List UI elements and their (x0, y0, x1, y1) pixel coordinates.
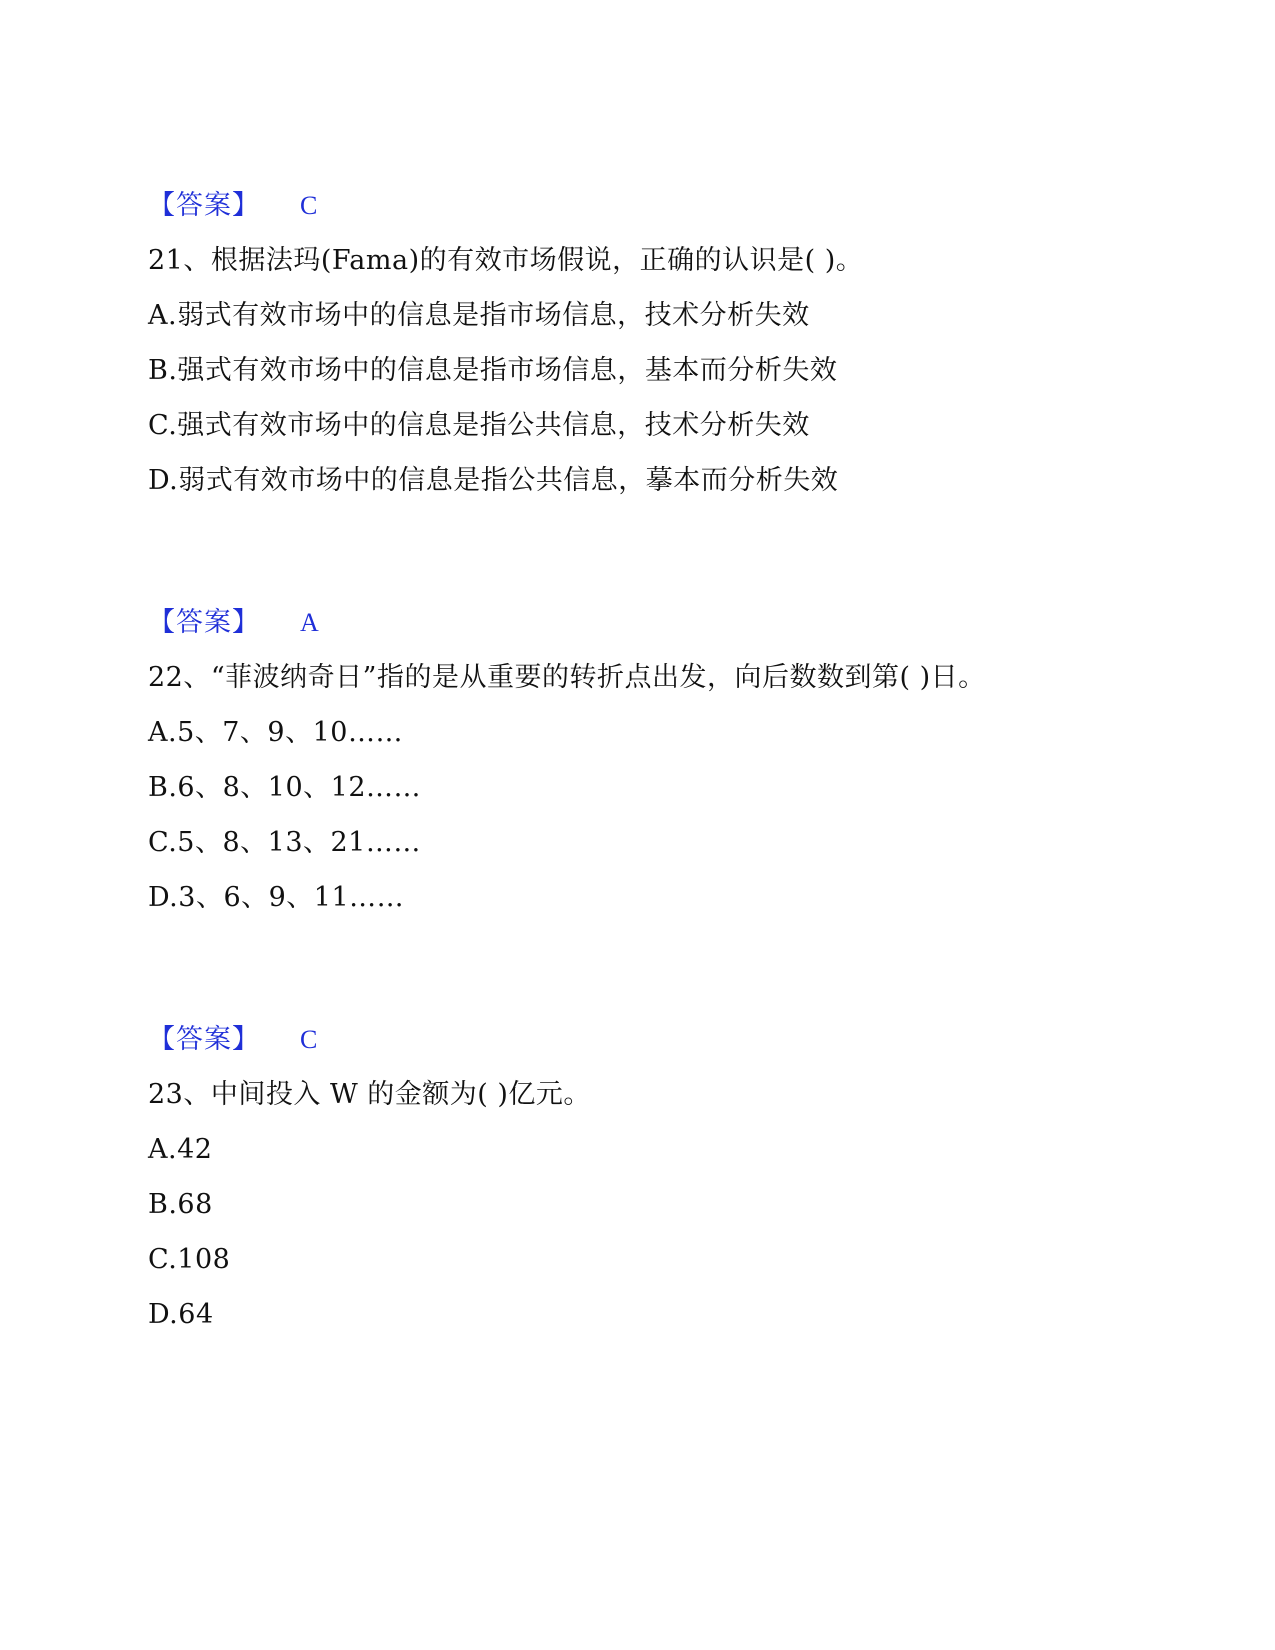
answer-line (148, 1012, 1148, 1067)
option-d: D.3、6、9、11…… (148, 882, 405, 913)
question-23 (148, 1067, 1148, 1342)
answer-label: 【答案】 (148, 607, 260, 638)
option-d: D.64 (148, 1299, 214, 1330)
option-a: A.5、7、9、10…… (148, 717, 403, 748)
option-c: C.5、8、13、21…… (148, 827, 421, 858)
question-stem: 21、根据法玛(Fama)的有效市场假说，正确的认识是( )。 (148, 245, 864, 276)
answer-value: C (300, 191, 318, 220)
answer-value: A (300, 608, 319, 637)
option-a: A.42 (148, 1134, 213, 1165)
answer-block-2 (148, 595, 1148, 650)
answer-value: C (300, 1025, 318, 1054)
answer-label: 【答案】 (148, 1024, 260, 1055)
answer-label: 【答案】 (148, 190, 260, 221)
answer-block-3 (148, 1012, 1148, 1067)
answer-block-1 (148, 178, 1148, 233)
option-b: B.强式有效市场中的信息是指市场信息，基本而分析失效 (148, 355, 838, 386)
option-a: A.弱式有效市场中的信息是指市场信息，技术分析失效 (148, 300, 810, 331)
option-b: B.68 (148, 1189, 213, 1220)
question-stem: 22、“菲波纳奇日”指的是从重要的转折点出发，向后数数到第( )日。 (148, 662, 986, 693)
question-21 (148, 233, 1148, 508)
question-22 (148, 650, 1148, 925)
option-c: C.108 (148, 1244, 231, 1275)
option-b: B.6、8、10、12…… (148, 772, 421, 803)
option-d: D.弱式有效市场中的信息是指公共信息，摹本而分析失效 (148, 465, 839, 496)
answer-line (148, 595, 1148, 650)
option-c: C.强式有效市场中的信息是指公共信息，技术分析失效 (148, 410, 810, 441)
question-stem: 23、中间投入 W 的金额为( )亿元。 (148, 1079, 591, 1110)
answer-line (148, 178, 1148, 233)
